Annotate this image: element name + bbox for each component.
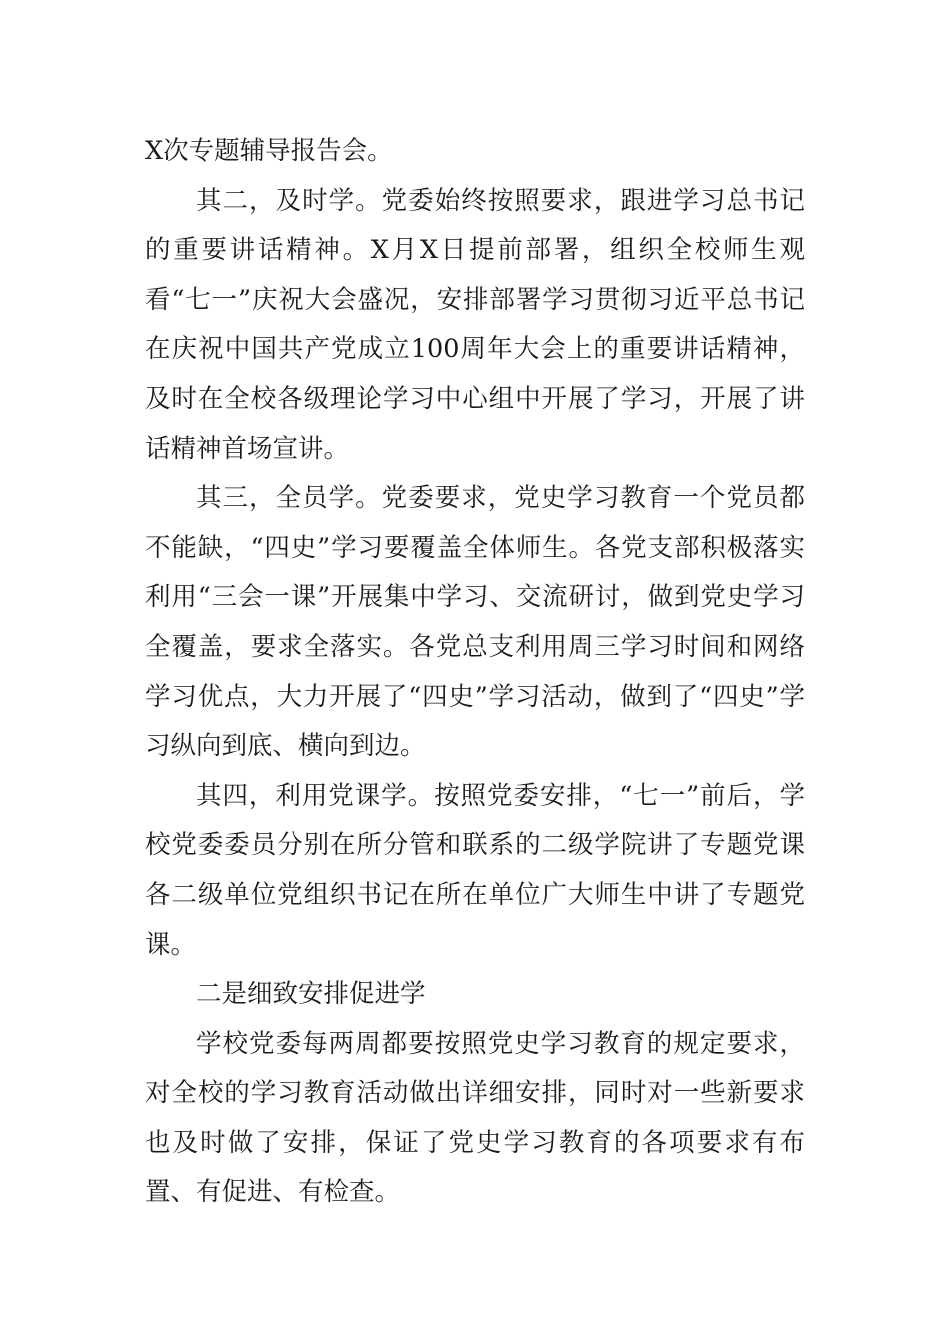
paragraph-arrangement: 学校党委每两周都要按照党史学习教育的规定要求，对全校的学习教育活动做出详细安排，同时对一些新要求也及时做了安排，保证了党史学习教育的各项要求有布置、有促进、有检查。 <box>145 1028 805 1208</box>
paragraph-continuation: X次专题辅导报告会。 <box>145 136 393 166</box>
paragraph-timely-study: 其二，及时学。党委始终按照要求，跟进学习总书记的重要讲话精神。X月X日提前部署，组织全校师生观看“七一”庆祝大会盛况，安排部署学习贯彻习近平总书记在庆祝中国共产党成立100周年大会上的重要讲话精神，及时在全校各级理论学习中心组中开展了学习，开展了讲话精神首场宣讲。 <box>145 185 805 464</box>
paragraph-all-staff-study: 其三，全员学。党委要求，党史学习教育一个党员都不能缺，“四史”学习要覆盖全体师生。各党支部积极落实利用“三会一课”开展集中学习、交流研讨，做到党史学习全覆盖，要求全落实。各党总支利用周三学习时间和网络学习优点，大力开展了“四史”学习活动，做到了“四史”学习纵向到底、横向到边。 <box>145 483 805 762</box>
document-body <box>145 127 805 1218</box>
paragraph-party-lecture-study: 其四，利用党课学。按照党委安排，“七一”前后，学校党委委员分别在所分管和联系的二级学院讲了专题党课各二级单位党组织书记在所在单位广大师生中讲了专题党课。 <box>145 780 805 960</box>
section-heading: 二是细致安排促进学 <box>196 979 426 1010</box>
